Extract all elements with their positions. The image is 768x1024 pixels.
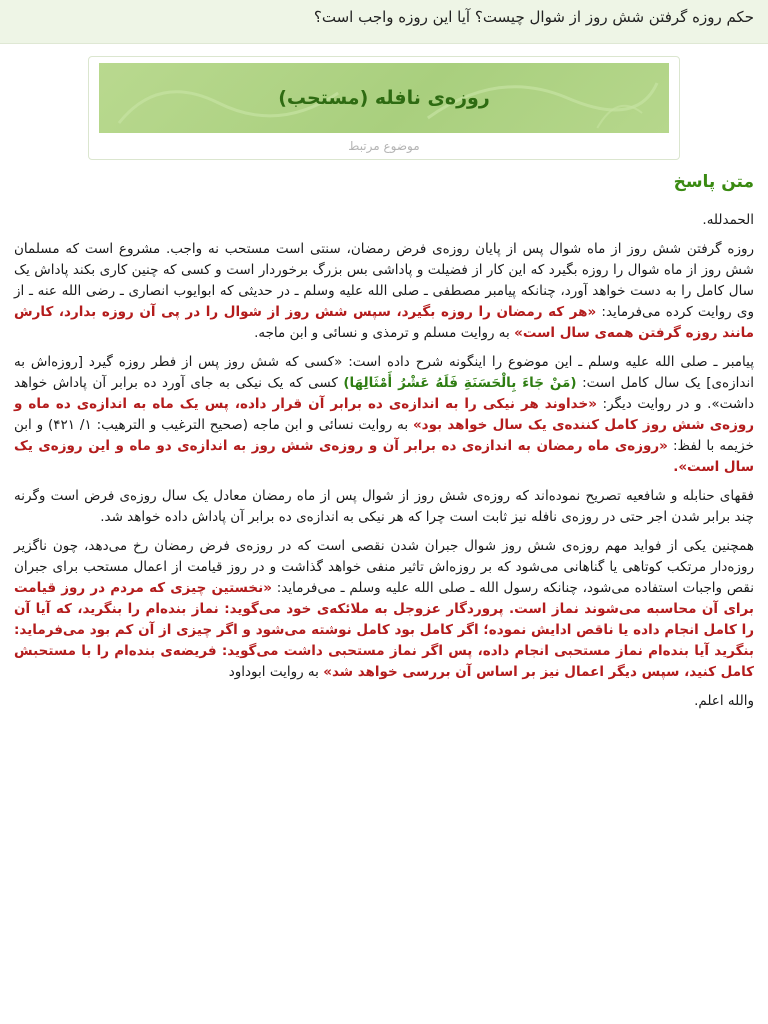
- paragraph-1-text: روزه گرفتن شش روز از ماه شوال پس از پایان روزه‌ی فرض رمضان، سنتی است مستحب نه واجب. مشروع است که مسلمان شش روز از ماه شوال را روزه بگیرد که این کار از فضیلت و پاداشی بس بزرگ برخوردار است و کسی که چنین کاری بکند پاداش یک سال کامل را به دست خواهد آورد، چنانکه پیامبر مصطفی ـ صلی الله علیه وسلم ـ در حدیثی که ابوایوب انصاری ـ رضی الله عنه ـ از وی روایت کرده می‌فرماید:: [14, 241, 754, 320]
- hadith-quote-2: «خداوند هر نیکی را به اندازه‌ی ده برابر آن قرار داده، پس یک ماه به اندازه‌ی ده ماه و روزه‌ی شش روز کامل کننده‌ی یک سال خواهد بود»: [14, 396, 755, 433]
- hadith-quote-3: «روزه‌ی ماه رمضان به اندازه‌ی ده برابر آن و روزه‌ی شش روز به اندازه‌ی دو ماه و این روزه‌ی یک سال است».: [14, 438, 754, 475]
- closing-line: والله اعلم.: [694, 693, 754, 709]
- paragraph-4: [14, 536, 754, 683]
- paragraph-3: فقهای حنابله و شافعیه تصریح نموده‌اند که روزه‌ی شش روز از شوال پس از ماه رمضان معادل یک سال روزه‌ی فرض است وگرنه چند برابر شدن اجر حتی در روزه‌ی نافله نیز ثابت است چرا که هر نیکی به اندازه‌ی ده برابر آن پاداش داده خواهد شد.: [14, 488, 754, 525]
- paragraph-2: [14, 352, 754, 478]
- quran-verse: (مَنْ جَاءَ بِالْحَسَنَةِ فَلَهُ عَشْرُ أَمْثَالِهَا): [343, 375, 577, 391]
- paragraph-2-text-2: کسی که یک نیکی به جای آورد ده برابر آن پاداش خواهد داشت». و در روایت دیگر:: [14, 375, 754, 412]
- opening-line: الحمدلله.: [702, 212, 754, 228]
- paragraph-4-source: به روایت ابوداود: [228, 664, 319, 680]
- answer-body: [14, 210, 754, 720]
- answer-heading: متن پاسخ: [673, 172, 754, 192]
- question-title: حکم روزه گرفتن شش روز از شوال چیست؟ آیا این روزه واجب است؟: [0, 0, 768, 44]
- hadith-quote: «هر که رمضان را روزه بگیرد، سپس شش روز از شوال را در پی آن روزه بدارد، کارش مانند روزه گرفتن همه‌ی سال است»: [14, 304, 754, 341]
- paragraph-2-source: به روایت نسائی و ابن ماجه (صحیح الترغیب و الترهیب: ۱/ ۴۲۱) و ابن خزیمه با لفظ:: [14, 417, 754, 454]
- paragraph-1-source: به روایت مسلم و ترمذی و نسائی و ابن ماجه.: [254, 325, 510, 341]
- related-topic-label: موضوع مرتبط: [348, 139, 420, 153]
- paragraph-1: [14, 239, 754, 344]
- topic-title[interactable]: روزه‌ی نافله (مستحب): [278, 87, 490, 109]
- related-topic-card[interactable]: [88, 56, 680, 160]
- paragraph-4-text: همچنین یکی از فواید مهم روزه‌ی شش روز شوال جبران شدن نقصی است که در روزه‌ی فرض رمضان رخ می‌دهد، چون ناگزیر روزه‌دار مرتکب کوتاهی یا گناهانی می‌شود که بر روزه‌اش تاثیر منفی خواهد گذاشت و در روز قیامت از اعمال مستحب برای جبران نقص واجبات استفاده می‌شود، چنانکه رسول الله ـ صلی الله علیه وسلم ـ می‌فرماید:: [14, 538, 754, 596]
- paragraph-2-text: پیامبر ـ صلی الله علیه وسلم ـ این موضوع را اینگونه شرح داده است: «کسی که شش روز پس از فطر روزه گیرد [روزه‌اش به اندازه‌ی] یک سال کامل است:: [14, 354, 754, 391]
- hadith-quote-4: «نخستین چیزی که مردم در روز قیامت برای آن محاسبه می‌شوند نماز است. پروردگار عزوجل به ملائکه‌ی خود می‌گوید: نماز بنده‌ام را بنگرید، که آیا آن را کامل انجام داده یا ناقص ادایش نموده؛ اگر کامل بود کامل نوشته می‌شود و اگر چیزی از آن کم بود می‌فرماید: بنگرید آیا بنده‌ام نماز مستحبی انجام داده، پس اگر نماز مستحبی داشت می‌گوید: فریضه‌ی بنده‌ام را با مستحبش کامل کنید، سپس دیگر اعمال نیز بر اساس آن بررسی خواهد شد»: [14, 580, 754, 680]
- topic-banner[interactable]: [99, 63, 669, 133]
